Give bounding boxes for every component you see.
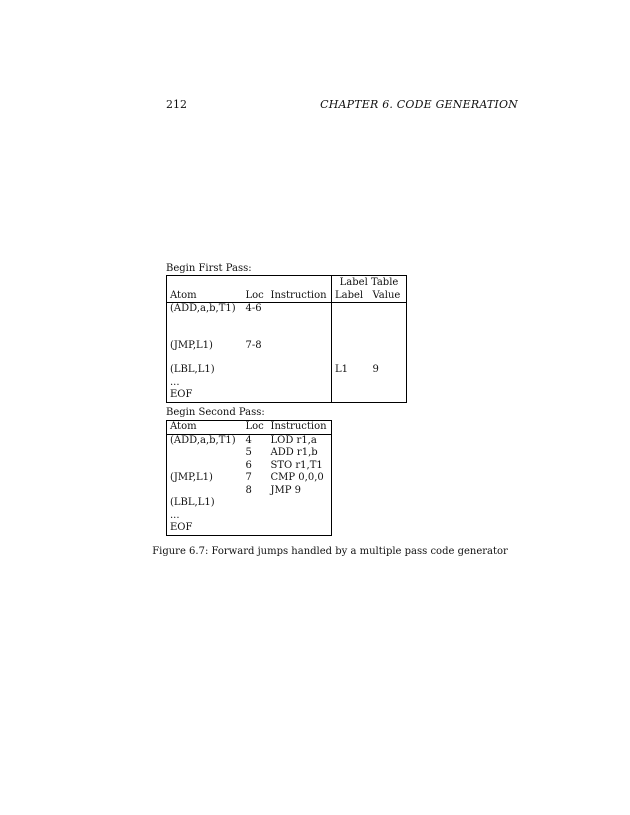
cell-instruction: STO r1,T1 [270, 459, 323, 471]
label-table-heading: Label Table [332, 276, 407, 290]
column-header-value: Value [370, 290, 407, 303]
cell-value [370, 303, 407, 316]
cell-atom: EOF [170, 389, 193, 400]
cell-atom [167, 460, 243, 473]
cell-label [332, 340, 370, 353]
table-header-row [167, 276, 407, 290]
cell-label [332, 389, 370, 402]
table-row [167, 447, 332, 460]
column-header-label: Label [332, 290, 370, 303]
cell-instruction: ADD r1,b [270, 447, 318, 458]
cell-loc: 8 [245, 484, 252, 496]
cell-instruction: JMP 9 [270, 484, 302, 496]
cell-loc [243, 389, 268, 402]
cell-instruction [268, 510, 332, 523]
cell-atom: (JMP,L1) [170, 472, 213, 483]
cell-label [332, 303, 370, 316]
first-pass-table [166, 275, 407, 403]
cell-loc [243, 364, 268, 377]
column-header-instruction: Instruction [268, 290, 332, 303]
column-header-instruction: Instruction [268, 421, 332, 435]
spacer-row [167, 328, 407, 340]
cell-instruction [268, 377, 332, 390]
cell-atom: (ADD,a,b,T1) [170, 434, 236, 446]
cell-atom: ... [170, 376, 180, 388]
cell-value: 9 [372, 364, 379, 375]
column-header-atom: Atom [167, 421, 243, 435]
table-row [167, 472, 332, 485]
cell-atom: (ADD,a,b,T1) [170, 303, 236, 314]
cell-atom: (LBL,L1) [170, 497, 215, 508]
table-row [167, 340, 407, 353]
cell-loc [243, 497, 268, 510]
cell-label [332, 377, 370, 390]
cell-value [370, 377, 407, 390]
cell-instruction [268, 522, 332, 535]
figure-caption: Figure 6.7: Forward jumps handled by a multiple pass code generator [152, 546, 508, 557]
table-row [167, 377, 407, 390]
cell-value [370, 340, 407, 353]
cell-loc [243, 522, 268, 535]
table-row [167, 434, 332, 447]
column-header-atom: Atom [167, 290, 243, 303]
column-header-row [167, 290, 407, 303]
table-row [167, 497, 332, 510]
column-header-loc: Loc [243, 290, 268, 303]
table-row [167, 303, 407, 316]
first-pass-title: Begin First Pass: [166, 263, 252, 274]
page-number: 212 [166, 98, 187, 111]
table-row [167, 522, 332, 535]
cell-instruction [268, 340, 332, 353]
cell-atom: ... [170, 509, 180, 521]
cell-atom: (LBL,L1) [170, 364, 215, 375]
second-pass-title: Begin Second Pass: [166, 407, 265, 418]
cell-label: L1 [332, 364, 370, 377]
cell-loc: 7 [245, 472, 252, 483]
table-row [167, 364, 407, 377]
spacer-row [167, 316, 407, 328]
table-row [167, 460, 332, 473]
cell-loc: 4 [245, 434, 252, 446]
cell-loc [243, 377, 268, 390]
cell-loc: 4-6 [245, 303, 262, 314]
column-header-row [167, 421, 332, 435]
spacer-row [167, 352, 407, 364]
cell-atom [167, 485, 243, 498]
running-head: CHAPTER 6. CODE GENERATION [320, 98, 518, 111]
cell-atom: (JMP,L1) [170, 339, 213, 351]
cell-instruction [268, 497, 332, 510]
column-header-loc: Loc [243, 421, 268, 435]
cell-loc: 6 [245, 459, 252, 471]
cell-loc [243, 510, 268, 523]
table-row [167, 389, 407, 402]
cell-instruction: LOD r1,a [270, 434, 317, 446]
cell-instruction [268, 364, 332, 377]
cell-instruction [268, 389, 332, 402]
cell-value [370, 389, 407, 402]
cell-instruction: CMP 0,0,0 [270, 472, 324, 483]
second-pass-table [166, 420, 332, 536]
cell-instruction [268, 303, 332, 316]
cell-atom: EOF [170, 522, 193, 533]
cell-loc: 5 [245, 447, 252, 458]
table-row [167, 510, 332, 523]
table-row [167, 485, 332, 498]
cell-loc: 7-8 [245, 339, 262, 351]
cell-atom [167, 447, 243, 460]
